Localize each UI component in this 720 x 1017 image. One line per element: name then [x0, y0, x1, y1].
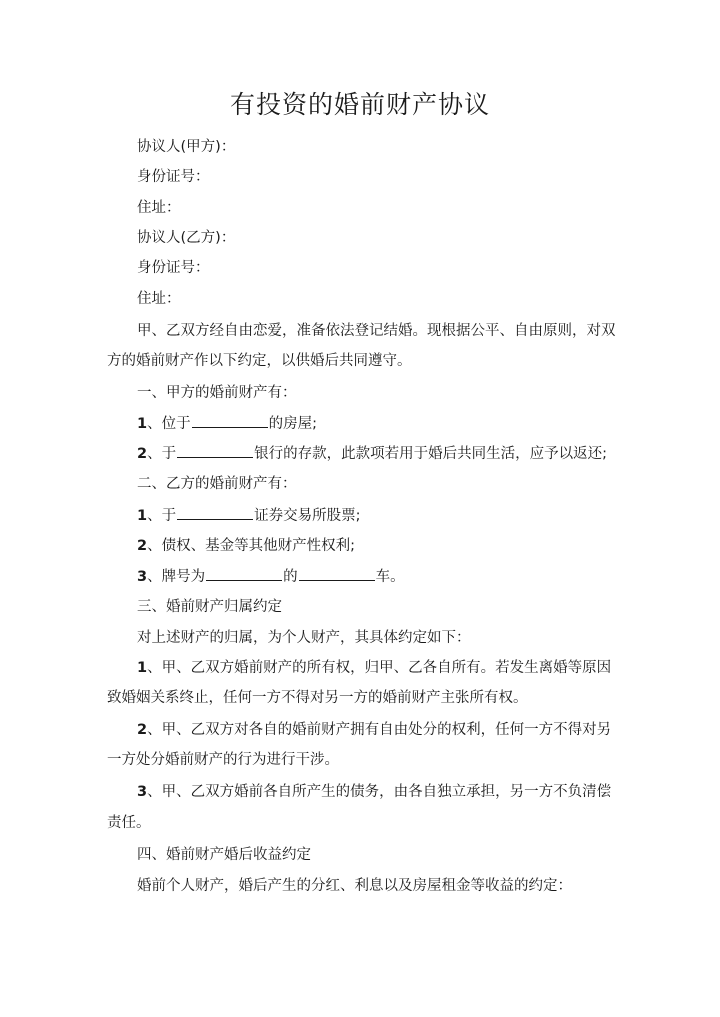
item-suffix: 车。 [375, 569, 405, 585]
item-number: 3 [137, 784, 148, 800]
item-suffix: 的房屋; [268, 416, 317, 432]
item-text: 、甲、乙双方婚前财产的所有权，归甲、乙各自所有。若发生离婚等原因 [147, 660, 612, 676]
section-1-heading: 一、甲方的婚前财产有： [137, 385, 297, 401]
item-suffix: 证券交易所股票; [254, 508, 361, 524]
section-1-item-1 [137, 413, 647, 434]
party-b-address-label: 住址： [137, 291, 181, 307]
item-prefix: 、于 [147, 508, 177, 524]
section-3-intro: 对上述财产的归属，为个人财产，其具体约定如下： [137, 630, 471, 646]
item-number: 1 [137, 508, 148, 524]
party-a-id-label: 身份证号： [137, 169, 210, 185]
blank-house-location[interactable] [192, 413, 268, 428]
item-prefix: 、于 [147, 446, 177, 462]
blank-car-model[interactable] [299, 566, 375, 581]
section-3-item-1-line-1 [137, 658, 647, 678]
blank-plate-number[interactable] [206, 566, 282, 581]
item-number: 2 [137, 722, 148, 738]
item-number: 3 [137, 569, 148, 585]
section-3-item-2-line-2: 一方处分婚前财产的行为进行干涉。 [107, 752, 339, 768]
section-3-item-2-line-1 [137, 720, 647, 740]
section-2-item-2 [137, 536, 647, 556]
item-number: 1 [137, 416, 148, 432]
item-text: 、甲、乙双方对各自的婚前财产拥有自由处分的权利，任何一方不得对另 [147, 722, 612, 738]
section-3-item-3-line-2: 责任。 [107, 815, 151, 831]
preamble-line-1: 甲、乙双方经自由恋爱，准备依法登记结婚。现根据公平、自由原则，对双 [137, 323, 616, 339]
item-suffix: 银行的存款，此款项若用于婚后共同生活，应予以返还; [254, 446, 607, 462]
item-number: 1 [137, 660, 148, 676]
party-b-id-label: 身份证号： [137, 260, 210, 276]
section-3-item-3-line-1 [137, 782, 647, 802]
section-3-heading: 三、婚前财产归属约定 [137, 599, 282, 615]
section-4-heading: 四、婚前财产婚后收益约定 [137, 847, 311, 863]
item-middle: 的 [283, 569, 298, 585]
section-3-item-1-line-2: 致婚姻关系终止，任何一方不得对另一方的婚前财产主张所有权。 [107, 690, 528, 706]
item-number: 2 [137, 538, 148, 554]
section-2-heading: 二、乙方的婚前财产有： [137, 476, 297, 492]
document-title: 有投资的婚前财产协议 [229, 90, 490, 119]
party-a-address-label: 住址： [137, 200, 181, 216]
item-prefix: 、位于 [147, 416, 191, 432]
item-prefix: 、牌号为 [147, 569, 206, 585]
blank-bank-name[interactable] [177, 443, 253, 458]
section-2-item-3 [137, 566, 647, 587]
party-b-label: 协议人(乙方)： [137, 230, 236, 246]
item-number: 2 [137, 446, 148, 462]
section-2-item-1 [137, 505, 647, 526]
party-a-label: 协议人(甲方)： [137, 139, 236, 155]
blank-stock-exchange[interactable] [177, 505, 253, 520]
item-text: 、债权、基金等其他财产性权利; [147, 538, 355, 554]
section-1-item-2 [137, 443, 647, 464]
item-text: 、甲、乙双方婚前各自所产生的债务，由各自独立承担，另一方不负清偿 [147, 784, 612, 800]
section-4-intro: 婚前个人财产，婚后产生的分红、利息以及房屋租金等收益的约定： [137, 878, 572, 894]
preamble-line-2: 方的婚前财产作以下约定，以供婚后共同遵守。 [107, 353, 412, 369]
